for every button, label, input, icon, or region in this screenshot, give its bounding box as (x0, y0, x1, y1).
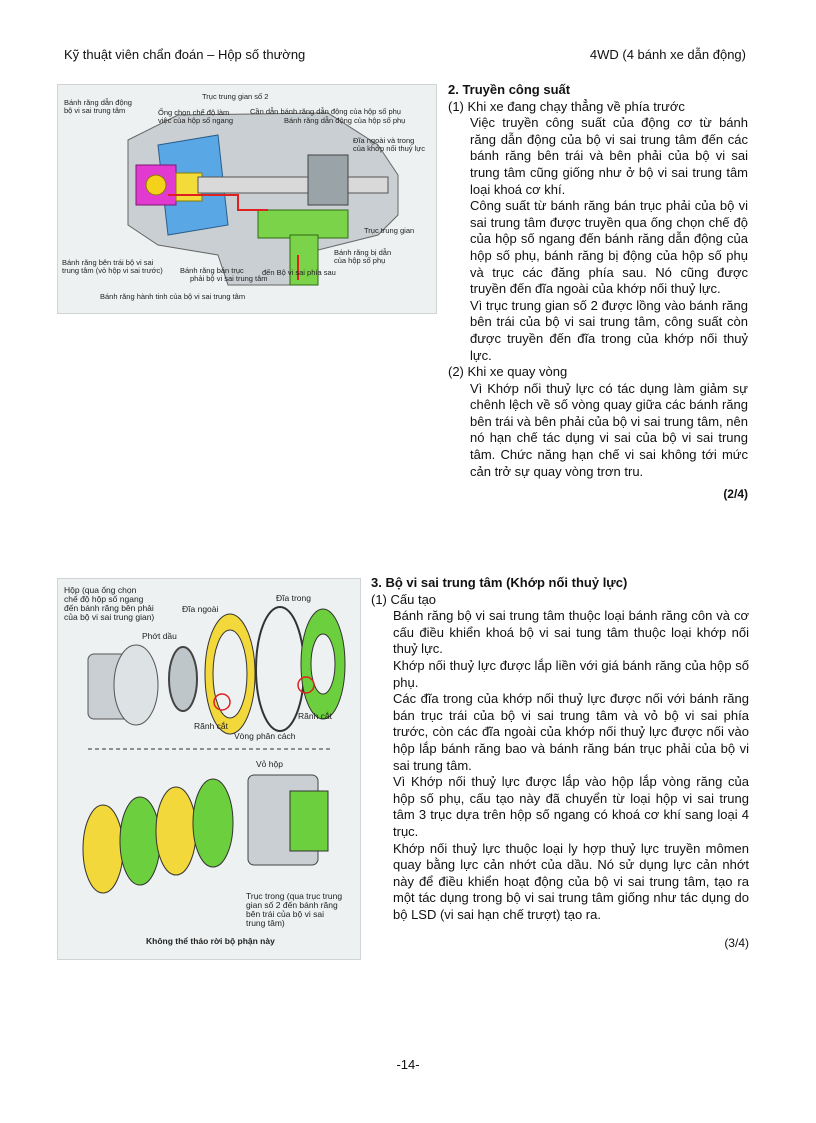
label-pinion-gear: Bánh răng hành tinh của bộ vi sai trung tâm (100, 292, 246, 301)
label-slot-2: Rãnh cắt (298, 711, 333, 721)
section-3-paragraph-5: Khớp nối thuỷ lực thuộc loại ly hợp thuỷ lực truyền mômen quay bằng lực cản nhớt của dầu. Nó sử dụng lực cản nhớt này để điều khiển hoạt động của bộ vi sai trung tâm, tạo ra một tác dụng trong bộ vi sai trung tâm giống như tác dụng do bộ LSD (vi sai hạn chế trượt) tạo ra. (393, 840, 749, 922)
label-inner-shaft-3: bên trái của bộ vi sai (246, 909, 324, 919)
label-case: Vỏ hộp (256, 759, 283, 769)
section-3-paragraph-4: Vì Khớp nối thuỷ lực được lắp vào hộp lắp vòng răng của hộp số phụ, cấu tạo này đã chuyển từ loại hộp vi sai trung tâm 3 trục dựa trên hộp số ngang có khoá cơ khí sang loại 4 trục. (393, 774, 749, 839)
section-2-item-1: (1) Khi xe đang chạy thẳng về phía trước (448, 98, 685, 114)
label-cannot-disassemble: Không thể tháo rời bộ phận này (146, 936, 275, 946)
label-right-side-gear: Bánh răng bán trục (180, 266, 244, 275)
section-2-title: 2. Truyền công suất (448, 82, 571, 97)
label-clutch-plates-b: của khớp nối thuỷ lực (353, 144, 426, 153)
section-2-paragraph-4: Vì Khớp nối thuỷ lực có tác dụng làm giảm sự chênh lệch về số vòng quay giữa các bánh răng bên trái và bên phải của bộ vi sai trung tâm, nên nó hạn chế tác dụng vi sai của bộ vi sai trung tâm. Chức năng hạn chế vi sai không tới mức cản trở sự quay vòng trơn tru. (470, 380, 748, 479)
transfer-cutaway-illustration (58, 85, 436, 313)
label-drive-gear: Bánh răng dẫn động (64, 98, 132, 107)
label-inner-shaft-2: gian số 2 đến bánh răng (246, 900, 338, 910)
label-slot-1: Rãnh cắt (194, 721, 229, 731)
section-3-paragraph-3: Các đĩa trong của khớp nối thuỷ lực được nối với bánh răng bán trục trái của bộ vi sai trung tâm và vỏ bộ vi sai phía trước, còn các đĩa ngoài của khớp nối thuỷ lực được nối vào hộp lắp bánh răng bao và bánh răng bán trục phải của bộ vi sai trung tâm. (393, 691, 749, 773)
section-2-item-2: (2) Khi xe quay vòng (448, 364, 568, 380)
label-countershaft-2: Trục trung gian số 2 (202, 92, 269, 101)
section-2-paragraph-3: Vì trục trung gian số 2 được lồng vào bánh răng bên trái của bộ vi sai trung tâm, công suất còn được truyền đến đĩa trong của khớp nối thuỷ lực. (470, 297, 748, 363)
section-3-paragraph-2: Khớp nối thuỷ lực được lắp liền với giá bánh răng của hộp số phụ. (393, 657, 749, 690)
label-clutch-plates: Đĩa ngoài và trong (353, 136, 415, 145)
section-2-page-ref: (2/4) (723, 487, 748, 502)
section-2-paragraph-1: Việc truyền công suất của động cơ từ bánh răng dẫn động của bộ vi sai trung tâm đến các bánh răng bên trái và bên phải của bộ vi sai trung tâm cũng giống như ở bộ vi sai trung tâm loại khoá cơ khí. (470, 115, 748, 197)
label-right-side-gear-b: phải bộ vi sai trung tâm (190, 274, 268, 283)
viscous-coupling-exploded-figure (57, 578, 361, 960)
label-inner-shaft-4: trung tâm) (246, 918, 285, 928)
label-outer-plate: Đĩa ngoài (182, 604, 219, 614)
section-2-paragraph-2: Công suất từ bánh răng bán trục phải của bộ vi sai trung tâm được truyền qua ống chọn chế độ của hộp số ngang đến bánh răng dẫn động của hộp số phụ, bánh răng bị động của hộp số phụ và trục các đăng phía sau. Nó cũng được truyền đến đĩa ngoài của khớp nối thuỷ lực. (470, 198, 748, 297)
label-transfer-drive-gear: Bánh răng dẫn động của hộp số phụ (284, 116, 406, 125)
section-3-title: 3. Bộ vi sai trung tâm (Khớp nối thuỷ lực) (371, 575, 628, 590)
label-driven-gear: Bánh răng bị dẫn (334, 248, 392, 257)
header-title-left: Kỹ thuật viên chẩn đoán – Hộp số thường (64, 47, 306, 62)
section-3-paragraph-1: Bánh răng bộ vi sai trung tâm thuộc loại bánh răng côn và cơ cấu điều khiển khoá bộ vi sai tung tâm thuộc loại khớp nối thuỷ lực. (393, 608, 749, 657)
page-number: -14- (396, 1057, 420, 1072)
label-to-rear-diff: đến Bộ vi sai phía sau (262, 268, 336, 277)
label-housing-4: của bộ vi sai trung gian) (64, 612, 155, 622)
section-3-item-1: (1) Cấu tạo (371, 591, 437, 607)
label-housing-1: Hộp (qua ống chọn (64, 585, 137, 595)
label-oil-seal: Phớt dầu (142, 631, 177, 641)
transfer-cutaway-figure (57, 84, 437, 314)
section-3-page-ref: (3/4) (724, 936, 749, 951)
header-title-right: 4WD (4 bánh xe dẫn động) (589, 47, 746, 62)
label-housing-3: đến bánh răng bên phải (64, 603, 154, 613)
label-countershaft: Trục trung gian (364, 226, 415, 235)
label-left-side-gear-b: trung tâm (vỏ hộp vi sai trước) (62, 266, 163, 275)
label-drive-gear-b: bộ vi sai trung tâm (64, 106, 126, 115)
label-driven-gear-b: của hộp số phụ (334, 256, 386, 265)
section-power-transmission (448, 82, 748, 503)
label-selector-sleeve-b: việc của hộp số ngang (158, 116, 234, 125)
viscous-coupling-illustration (58, 579, 360, 959)
section-center-differential (371, 575, 749, 952)
label-inner-plate: Đĩa trong (276, 593, 311, 603)
label-housing-2: chế độ hộp số ngang (64, 594, 144, 604)
label-separator-ring: Vòng phân cách (234, 731, 296, 741)
label-selector-sleeve: Ống chọn chế độ làm (158, 108, 230, 117)
label-lever: Cần dẫn bánh răng dẫn động của hộp số phụ (250, 107, 401, 116)
label-inner-shaft-1: Trục trong (qua trục trung (246, 891, 343, 901)
label-left-side-gear: Bánh răng bên trái bộ vi sai (62, 258, 154, 267)
